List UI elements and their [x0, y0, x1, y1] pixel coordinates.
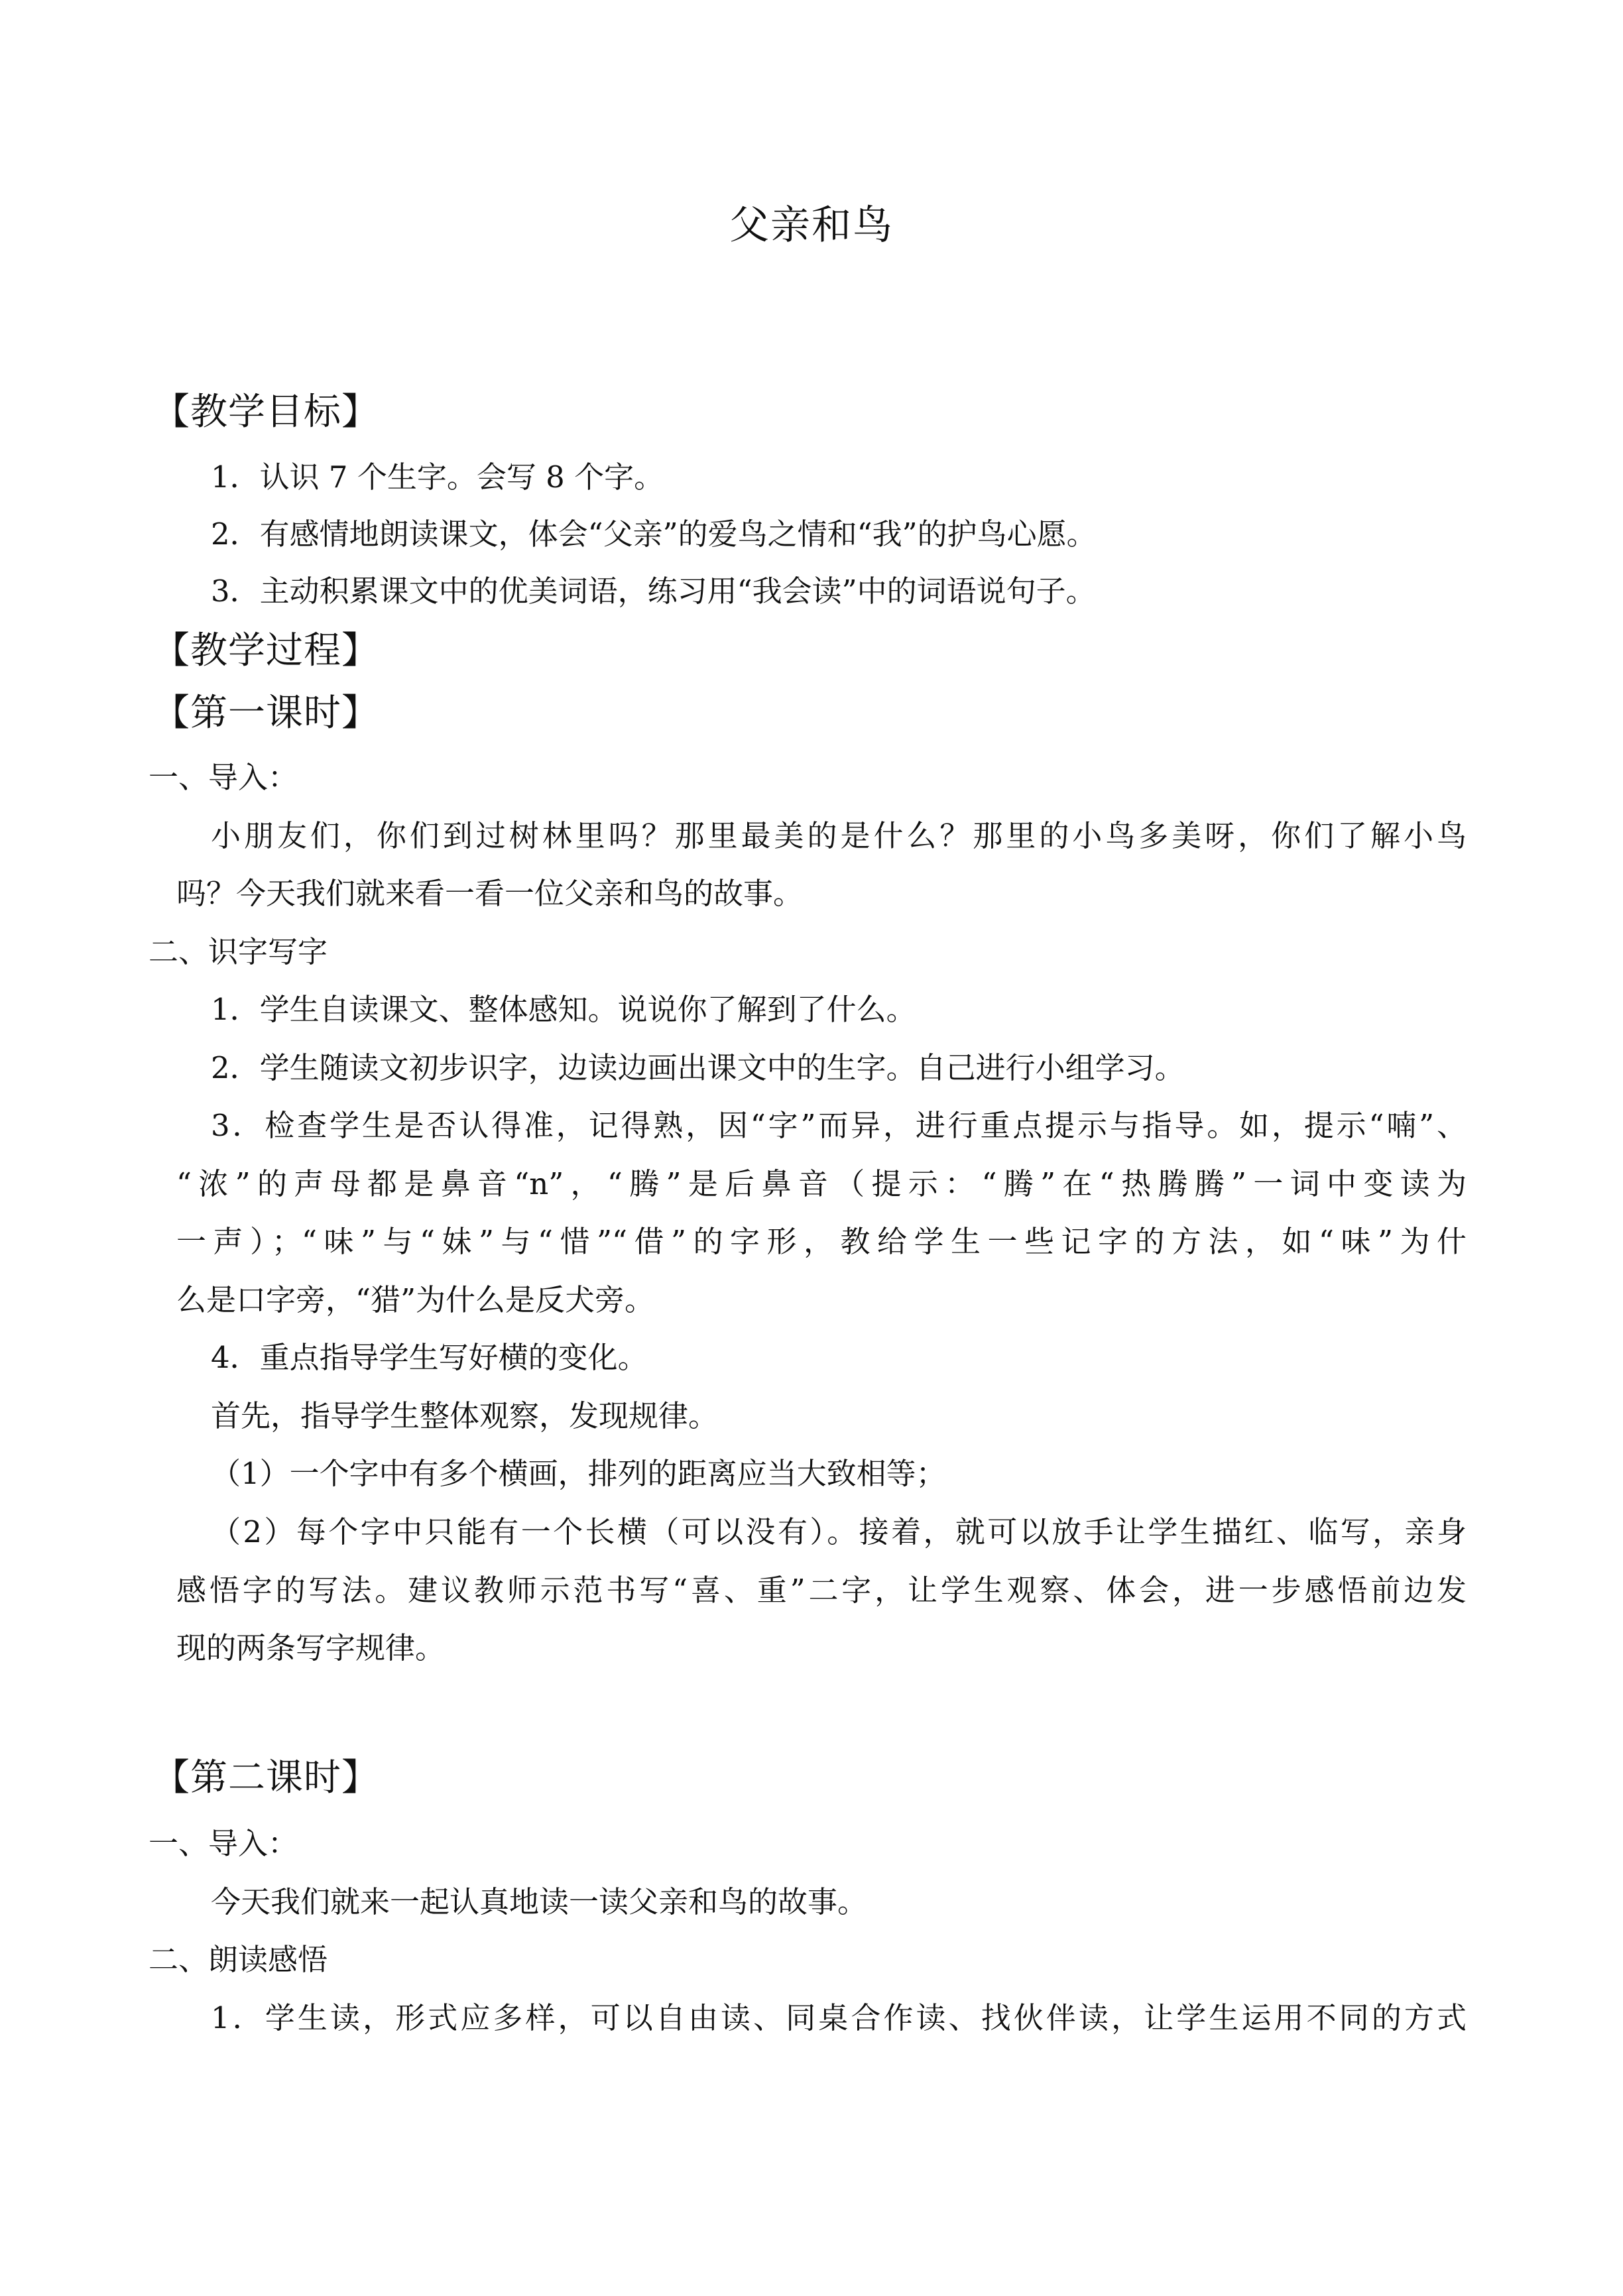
literacy-item-1: 1．学生自读课文、整体感知。说说你了解到了什么。: [211, 992, 916, 1027]
writing-rule-2-line-1: （2）每个字中只能有一个长横（可以没有）。接着，就可以放手让学生描红、临写，亲身: [211, 1514, 1467, 1549]
lesson1-intro-line-1: 小朋友们，你们到过树林里吗？那里最美的是什么？那里的小鸟多美呀，你们了解小鸟: [211, 818, 1467, 853]
lesson1-intro-heading: 一、导入：: [149, 760, 298, 795]
writing-rule-2-line-2: 感悟字的写法。建议教师示范书写“喜、重”二字，让学生观察、体会，进一步感悟前边发: [176, 1573, 1467, 1608]
lesson2-reading-heading: 二、朗读感悟: [149, 1942, 328, 1977]
writing-rule-2-line-3: 现的两条写字规律。: [176, 1630, 446, 1665]
goal-item-3: 3．主动积累课文中的优美词语，练习用“我会读”中的词语说句子。: [211, 574, 1096, 609]
literacy-item-2: 2．学生随读文初步识字，边读边画出课文中的生字。自己进行小组学习。: [211, 1050, 1185, 1085]
goal-item-1: 1．认识 7 个生字。会写 8 个字。: [211, 459, 664, 495]
section-heading-process: 【教学过程】: [152, 629, 379, 672]
lesson1-intro-line-2: 吗？今天我们就来看一看一位父亲和鸟的故事。: [176, 876, 804, 911]
literacy-item-3-line-4: 么是口字旁，“猎”为什么是反犬旁。: [176, 1282, 655, 1317]
literacy-first-step: 首先，指导学生整体观察，发现规律。: [211, 1398, 719, 1433]
literacy-item-3-line-3: 一声）；“味”与“妹”与“惜”“借”的字形，教给学生一些记字的方法，如“味”为什: [176, 1224, 1467, 1259]
lesson2-heading: 【第二课时】: [152, 1756, 379, 1799]
literacy-item-4: 4．重点指导学生写好横的变化。: [211, 1340, 648, 1375]
reading-item-1: 1．学生读，形式应多样，可以自由读、同桌合作读、找伙伴读，让学生运用不同的方式: [211, 2000, 1467, 2035]
lesson1-literacy-heading: 二、识字写字: [149, 934, 328, 969]
literacy-item-3-line-2: “浓”的声母都是鼻音“n”，“腾”是后鼻音（提示：“腾”在“热腾腾”一词中变读为: [176, 1166, 1467, 1201]
lesson2-intro-heading: 一、导入：: [149, 1826, 298, 1861]
goal-item-2: 2．有感情地朗读课文，体会“父亲”的爱鸟之情和“我”的护鸟心愿。: [211, 516, 1097, 552]
section-heading-goals: 【教学目标】: [152, 391, 379, 434]
lesson2-intro-line: 今天我们就来一起认真地读一读父亲和鸟的故事。: [211, 1884, 868, 1919]
literacy-item-3-line-1: 3．检查学生是否认得准，记得熟，因“字”而异，进行重点提示与指导。如，提示“喃”、: [211, 1108, 1467, 1143]
writing-rule-1: （1）一个字中有多个横画，排列的距离应当大致相等；: [211, 1456, 946, 1491]
lesson1-heading: 【第一课时】: [152, 692, 379, 735]
page-title: 父亲和鸟: [729, 202, 894, 249]
